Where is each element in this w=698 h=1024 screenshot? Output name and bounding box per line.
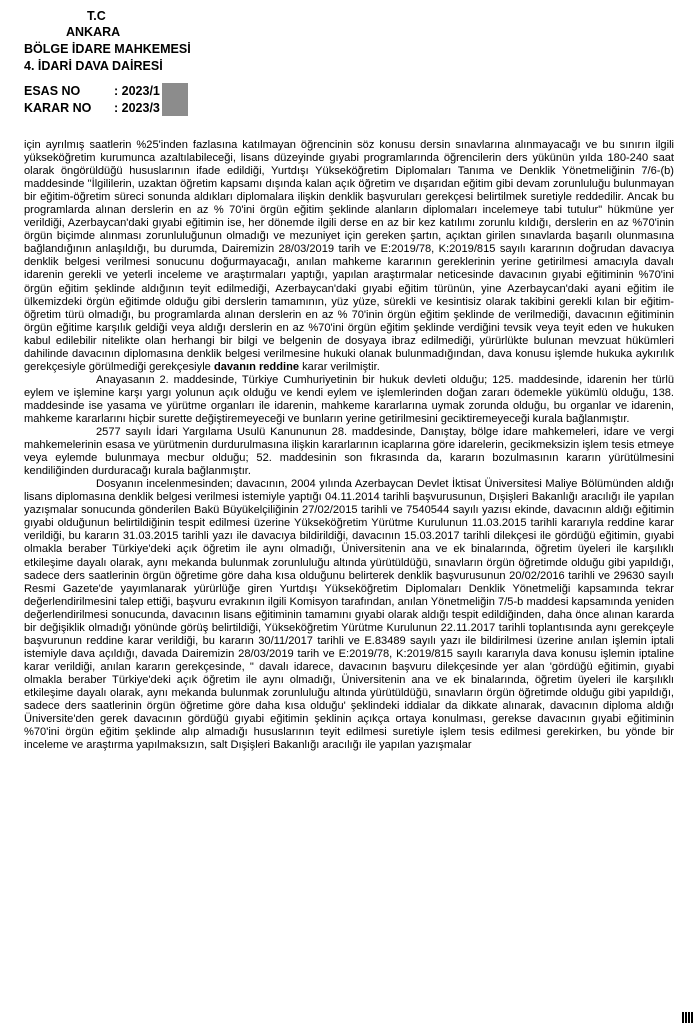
header-court: BÖLGE İDARE MAHKEMESİ — [24, 42, 191, 56]
header-chamber: 4. İDARİ DAVA DAİRESİ — [24, 59, 163, 73]
header-city: ANKARA — [66, 25, 121, 39]
decision-bold: davanın reddine — [213, 360, 300, 373]
paragraph-1 — [24, 139, 674, 374]
redaction-box — [162, 83, 188, 116]
paragraph-2: Anayasanın 2. maddesinde, Türkiye Cumhuriyetinin bir hukuk devleti olduğu; 125. maddesinde, idarenin her türlü eylem ve işlemine karşı yargı yolunun açık olduğu ve kendi eylem ve işlemlerinden doğan zararı ödemekle yükümlü olduğu, 138. maddesinde ise yasama ve yürütme organları ile idarenin, mahkeme kararlarına uymak zorunda olduğu, bu organlar ve idarenin, mahkeme kararlarını hiçbir surette değiştiremeyeceği ve bunların yerine getirilmesini geciktiremeyeceği kurala bağlanmıştır. — [24, 373, 674, 425]
karar-value: : 2023/3 — [114, 101, 160, 115]
paragraph-1-text: için ayrılmış saatlerin %25'inden fazlasına katılmayan öğrencinin söz konusu dersin sınavlarına alınmayacağı ve bu sınırın ilgili yükseköğretim kurumunca azaltılabileceği, lisans düzeyinde gıyabi programlarında öğrencilerin ders yükünün yılda 180-240 saat olarak öngörüldüğü hususlarının ifade edildiği, Yurtdışı Yükseköğretim Diplomaları Tanıma ve Denklik Yönetmeliğinin 7/6-(b) maddesinde "İlgililerin, uzaktan öğretim kapsamı dışında kalan açık öğretim ve dışarıdan eğitim gibi devam zorunluluğu bulunmayan bir eğitim-öğretim süreci sonunda aldıkları diplomalara ilişkin denklik başvuruları gerekçesi belirtilmek suretiyle reddedilir. Ancak bu programlarda alınan derslerin en az % 70'ini örgün eğitim şeklinde alanların diplomaları incelemeye tabi tutulur" hükmüne yer verildiği, Azerbaycan'daki gıyabi eğitimin ise, her dönemde ilgili derse en az bir kez katılımı zorunlu kıldığı, derslerin en az %70'inin örgün biçimde alınması zorunluluğunun olmadığı ve mezuniyet için gereken şartın, açıktan girilen sınavlarda başarılı olunmasına bağlandığının anlaşıldığı, bu durumda, Dairemizin 28/03/2019 tarih ve E:2019/78, K:2019/815 sayılı kararının doğrudan davacıya denklik belgesi verilmesi sonucunu doğurmayacağı, anılan mahkeme kararının gereklerinin yerine getirilmesi amacıyla davalı idarenin gerekli ve yeterli inceleme ve araştırmaları yaptığı, yapılan araştırmalar neticesinde davacının gıyabi eğitiminin %70'ini örgün eğitim şeklinde aldığının teyit edilmediği, Azerbaycan'daki gıyabi eğitim türünün, yine Azerbaycan'daki ayani eğitim ile ülkemizdeki örgün eğitimde olduğu gibi derslerin tamamının, yüz yüze, sürekli ve kesintisiz olarak takibini gerekli kılan bir eğitim-öğretim türü olmadığı, bu programlarda alınan derslerin en az % 70'inin örgün eğitim şeklinde de verilmediği, davacının eğitiminin örgün eğitime karşılık geldiği veya aldığı derslerin en az %70'ini örgün eğitim şeklinde verdiğini tevsik veya teyit eden ve hukuken kabul edilebilir nitelikte olan herhangi bir bilgi ve belgenin de dosyaya ibraz edilmediği, yürürlükte bulunan mevzuat hükümleri dahilinde davacının diplomasına denklik belgesi verilmesine hukuki olanak bulunmadığından, dava konusu işlemde hukuka aykırılık gerekçesiyle görülmediği gerekçesiyle — [24, 139, 674, 373]
barcode-mark — [682, 1012, 693, 1023]
karar-label: KARAR NO — [24, 101, 92, 115]
esas-value: : 2023/1 — [114, 84, 160, 98]
esas-label: ESAS NO — [24, 84, 81, 98]
paragraph-3: 2577 sayılı İdari Yargılama Usulü Kanununun 28. maddesinde, Danıştay, bölge idare mahkemeleri, idare ve vergi mahkemelerinin esasa ve yürütmenin durdurulmasına ilişkin kararlarının icaplarına göre idarelerin, gecikmeksizin işlem tesis etmeye veya eylemde bulunmaya mecbur olduğu; 52. maddesinin son fıkrasında da, kararın bozulmasının kararın yürütülmesini kendiliğinden durduracağı kurala bağlanmıştır. — [24, 426, 674, 478]
paragraph-1-end: karar verilmiştir. — [302, 360, 380, 373]
header-tc: T.C — [87, 9, 106, 23]
document-body — [24, 139, 674, 752]
paragraph-4: Dosyanın incelenmesinden; davacının, 2004 yılında Azerbaycan Devlet İktisat Üniversitesi Maliye Bölümünden aldığı lisans diplomasına denklik belgesi verilmesi istemiyle yaptığı 04.11.2014 tarihli başvurusunun, Dışişleri Bakanlığı aracılığı ile yapılan yazışmalar sonucunda gönderilen Bakü Büyükelçiliğinin 27/02/2015 tarihli ve 7540544 sayılı yazısı ekinde, davacının aldığı eğitimin gıyabi olduğunun belirtildiğinin tespit edilmesi üzerine Yükseköğretim Yürütme Kurulunun 11.03.2015 tarihli kararıyla reddine karar verildiği, bu kararın 31.03.2015 tarihli yazı ile davacıya bildirildiği, davacının 15.03.2017 tarihli dilekçesi ile gördüğü eğitimin, gıyabi olmakla beraber Türkiye'deki açık öğretim ile aynı olmadığı, Üniversitenin ana ve ek binalarında, öğretim üyeleri ile karşılıklı etkileşime dayalı olarak, aynı mekanda bulunmak zorunluluğu altında yürütüldüğü, sınavların örgün öğretimde olduğu gibi yapıldığı, sadece ders saatlerinin örgün öğretime göre daha kısa olduğunu belirterek denklik başvurusunun 20/02/2016 tarihli ve 29630 sayılı Resmi Gazete'de yayımlanarak yürürlüğe giren Yurtdışı Yükseköğretim Diplomaları Denklik Yönetmeliği kapsamında tekrar değerlendirilmesini talep ettiği, başvuru evrakının ilgili Komisyon tarafından, anılan Yönetmeliğin 7/5-b maddesi kapsamında yeniden değerlendirilmesi sonucunda, davacının lisans eğitiminin tamamını gıyabi olarak aldığı tespit edildiğinden, daha önce alınan kararda bir değişiklik olmadığı yönünde görüş belirtildiği, Yükseköğretim Yürütme Kurulunun 22.11.2017 tarihli toplantısında aynı gerekçeyle başvurunun reddine karar verildiği, bu kararın 30/11/2017 tarihli ve E.83489 sayılı yazı ile bildirilmesi üzerine anılan işlemin iptali istemiyle dava açıldığı, davada Dairemizin 28/03/2019 tarih ve E:2019/78, K:2019/815 sayılı kararıyla dava konusu işlemin iptaline karar verildiği, anılan kararın gerekçesinde, " davalı idarece, davacının başvuru dilekçesinde yer alan 'gördüğü eğitimin, gıyabi olmakla beraber Türkiye'deki açık öğretim ile aynı olmadığı, Üniversitenin ana ve ek binalarında, öğretim üyeleri ile karşılıklı etkileşime dayalı olarak, aynı mekanda bulunmak zorunluluğu altında yürütüldüğü, sınavların örgün öğretimde olduğu gibi yapıldığı, sadece ders saatlerinin örgün öğretime göre daha kısa olduğu' şeklindeki iddialar da dikkate alınarak, davacının diploma aldığı Üniversite'den gerek davacının gördüğü gıyabi eğitimin şeklinin açıkça ortaya konulması, gerekse davacının gıyabi eğitiminin %70'ini örgün eğitim şeklinde alıp almadığı hususlarının teyit edilmesi suretiyle işlem tesis edilmesi gerekirken, bu yönde bir inceleme ve araştırma yapılmaksızın, salt Dışişleri Bakanlığı aracılığı ile yapılan yazışmalar — [24, 478, 674, 752]
